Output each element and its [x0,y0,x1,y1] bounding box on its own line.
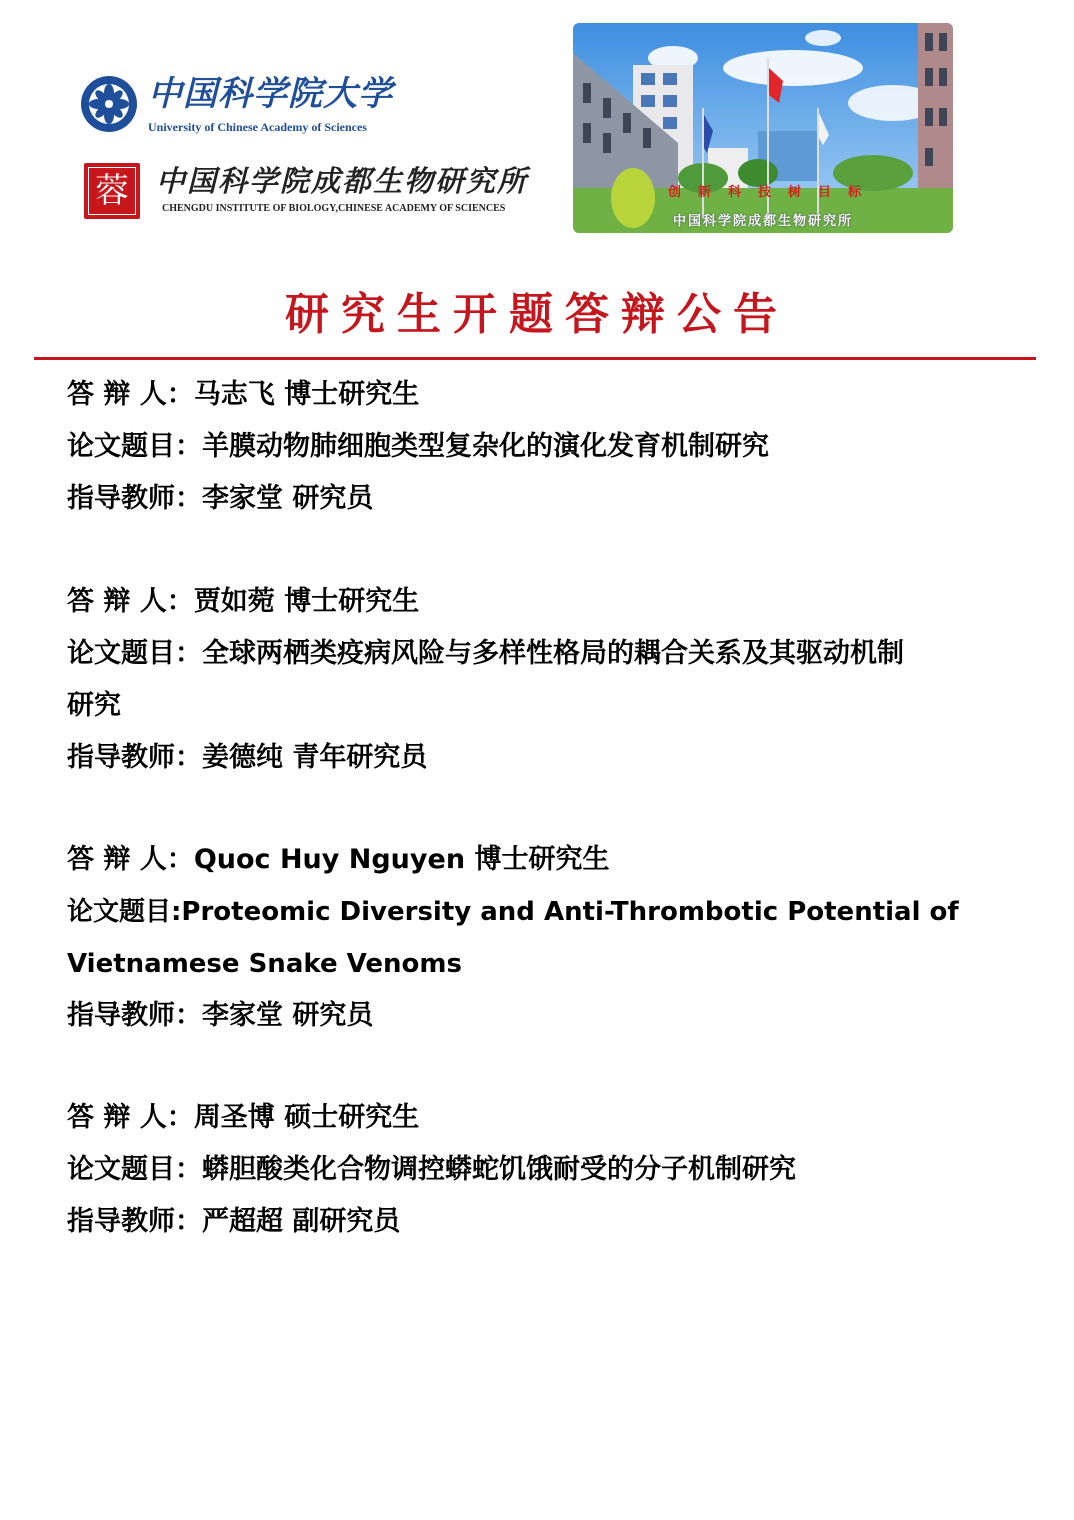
defender-label: 答 辩 人： [67,844,194,875]
thesis-value: 全球两栖类疫病风险与多样性格局的耦合关系及其驱动机制 [202,638,904,669]
defender-label: 答 辩 人： [67,1102,194,1133]
defender-row [67,576,1007,628]
thesis-row-continued [67,680,1007,732]
photo-slogan: 创新科技树目标 [667,185,878,200]
thesis-row [67,886,1007,938]
advisor-row [67,473,1007,525]
thesis-label: 论文题目: [67,897,182,927]
thesis-value-continued: 研究 [67,690,121,721]
advisor-label: 指导教师： [67,1206,202,1237]
defense-entry [67,369,1007,525]
cib-name-cn: 中国科学院成都生物研究所 [156,164,529,198]
defender-value: 贾如菀 博士研究生 [193,586,420,617]
defender-label: 答 辩 人： [67,379,194,410]
advisor-label: 指导教师： [67,483,202,514]
thesis-value: Proteomic Diversity and Anti-Thrombotic Potential of [181,897,959,927]
ucas-name-en: University of Chinese Academy of Sciences [148,120,367,134]
defender-row [67,369,1007,421]
defense-entry [67,576,1007,784]
campus-photo [573,23,953,233]
photo-caption: 中国科学院成都生物研究所 [672,214,853,229]
thesis-label: 论文题目： [67,638,202,669]
campus-scene-image [573,23,953,233]
title-divider [34,357,1036,360]
advisor-row [67,732,1007,784]
cib-name-en: CHENGDU INSTITUTE OF BIOLOGY,CHINESE ACADEMY OF SCIENCES [162,203,506,214]
defender-value: 周圣博 硕士研究生 [193,1102,420,1133]
advisor-value: 李家堂 研究员 [202,483,374,514]
thesis-row-continued [67,938,1007,990]
defense-entry [67,1092,1007,1248]
advisor-row [67,1196,1007,1248]
cib-logo [84,163,544,223]
defender-value: Quoc Huy Nguyen 博士研究生 [193,844,610,875]
ucas-name-cn: 中国科学院大学 [148,74,393,114]
advisor-value: 严超超 副研究员 [202,1206,401,1237]
defender-row [67,834,1007,886]
ucas-emblem-icon [80,75,138,133]
defense-entry [67,834,1007,1042]
thesis-label: 论文题目： [67,431,202,462]
advisor-row [67,990,1007,1042]
thesis-row [67,421,1007,473]
advisor-value: 姜德纯 青年研究员 [202,742,428,773]
thesis-label: 论文题目： [67,1154,202,1185]
defender-value: 马志飞 博士研究生 [193,379,420,410]
advisor-value: 李家堂 研究员 [202,1000,374,1031]
page-title: 研究生开题答辩公告 [285,289,789,340]
thesis-value-continued: Vietnamese Snake Venoms [67,949,462,979]
thesis-row [67,1144,1007,1196]
cib-seal-icon [84,163,140,219]
thesis-value: 蟒胆酸类化合物调控蟒蛇饥饿耐受的分子机制研究 [202,1154,796,1185]
thesis-value: 羊膜动物肺细胞类型复杂化的演化发育机制研究 [202,431,769,462]
advisor-label: 指导教师： [67,1000,202,1031]
defender-row [67,1092,1007,1144]
ucas-logo [80,72,393,140]
defender-label: 答 辩 人： [67,586,194,617]
thesis-row [67,628,1007,680]
advisor-label: 指导教师： [67,742,202,773]
cib-seal-glyph: 蓉 [88,167,136,215]
